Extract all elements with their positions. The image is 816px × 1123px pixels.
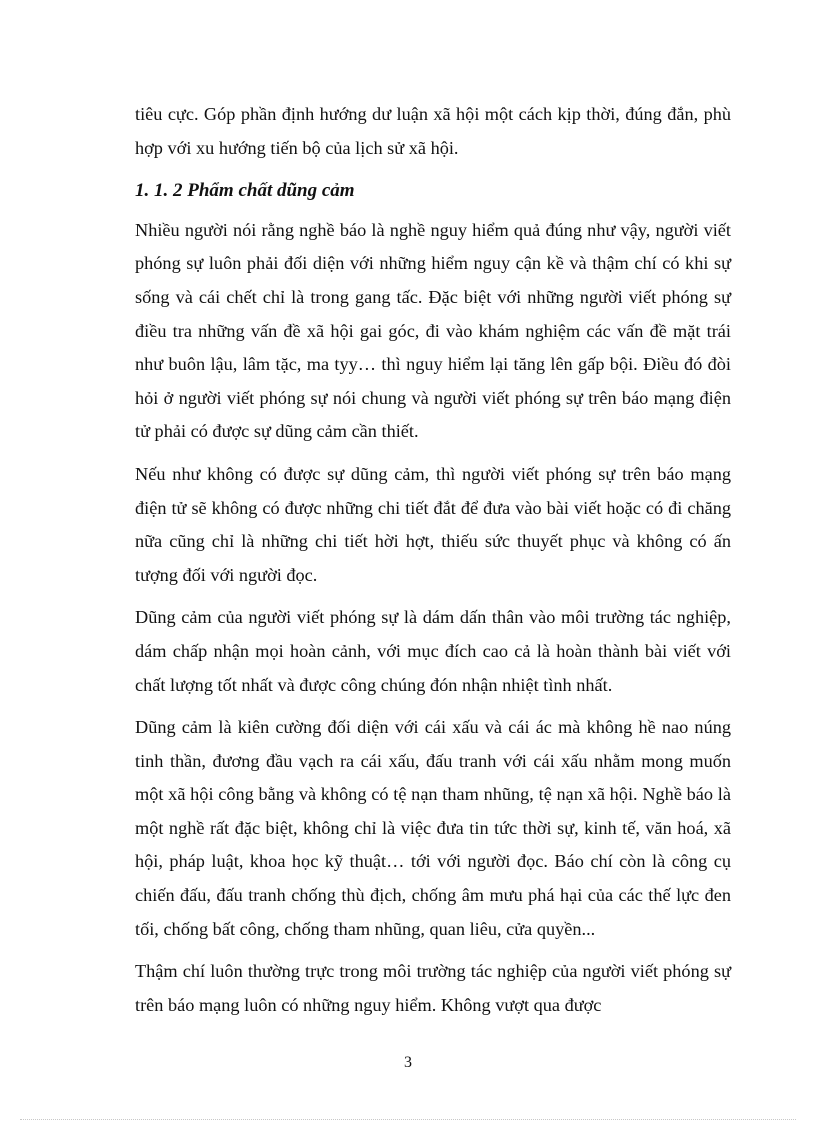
- page-number: 3: [404, 1054, 412, 1071]
- section-heading: 1. 1. 2 Phẩm chất dũng cảm: [135, 180, 355, 202]
- paragraph-2: Nhiều người nói rằng nghề báo là nghề nguy hiểm quả đúng như vậy, người viết phóng sự luôn phải đối diện với những hiểm nguy cận kề và thậm chí có khi sự sống và cái chết chỉ là trong gang tấc. Đặc biệt với những người viết phóng sự điều tra những vấn đề xã hội gai góc, đi vào khám nghiệm các vấn đề mặt trái như buôn lậu, lâm tặc, ma tyy… thì nguy hiểm lại tăng lên gấp bội. Điều đó đòi hỏi ở người viết phóng sự nói chung và người viết phóng sự trên báo mạng điện tử phải có được sự dũng cảm cần thiết.: [135, 219, 731, 442]
- page-bottom-edge: [20, 1119, 796, 1120]
- paragraph-3: Nếu như không có được sự dũng cảm, thì người viết phóng sự trên báo mạng điện tử sẽ không có được những chi tiết đắt để đưa vào bài viết hoặc có đi chăng nữa cũng chỉ là những chi tiết hời hợt, thiếu sức thuyết phục và không có ấn tượng đối với người đọc.: [135, 463, 731, 585]
- paragraph-4: Dũng cảm của người viết phóng sự là dám dấn thân vào môi trường tác nghiệp, dám chấp nhận mọi hoàn cảnh, với mục đích cao cả là hoàn thành bài viết với chất lượng tốt nhất và được công chúng đón nhận nhiệt tình nhất.: [135, 607, 731, 695]
- paragraph-6: Thậm chí luôn thường trực trong môi trường tác nghiệp của người viết phóng sự trên báo mạng luôn có những nguy hiểm. Không vượt qua được: [135, 961, 731, 1015]
- paragraph-1: tiêu cực. Góp phần định hướng dư luận xã hội một cách kịp thời, đúng đắn, phù hợp với xu hướng tiến bộ của lịch sử xã hội.: [135, 104, 731, 158]
- paragraph-5: Dũng cảm là kiên cường đối diện với cái xấu và cái ác mà không hề nao núng tinh thần, đương đầu vạch ra cái xấu, đấu tranh với cái xấu nhằm mong muốn một xã hội công bằng và không có tệ nạn tham nhũng, tệ nạn xã hội. Nghề báo là một nghề rất đặc biệt, không chỉ là việc đưa tin tức thời sự, kinh tế, văn hoá, xã hội, pháp luật, khoa học kỹ thuật… tới với người đọc. Báo chí còn là công cụ chiến đấu, đấu tranh chống thù địch, chống âm mưu phá hại của các thế lực đen tối, chống bất công, chống tham nhũng, quan liêu, cửa quyền...: [135, 717, 731, 939]
- page-body: [135, 98, 731, 1031]
